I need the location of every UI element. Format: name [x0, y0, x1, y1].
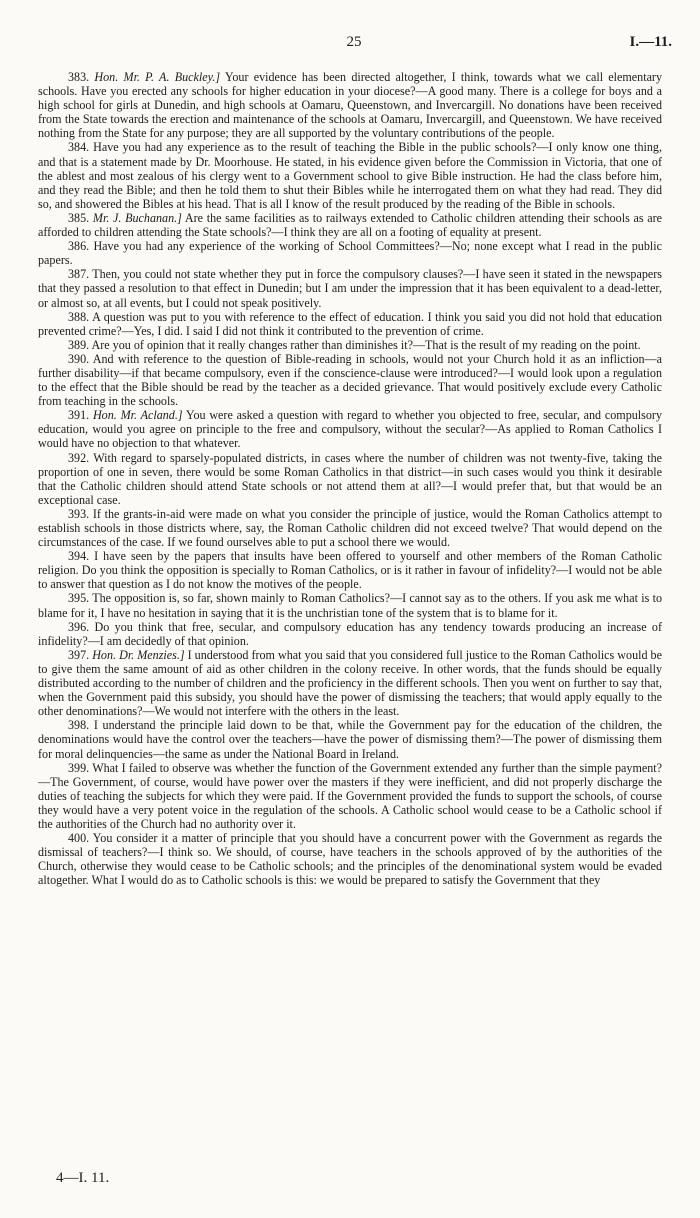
question-text: You consider it a matter of principle that you should have a concurrent power with the Government as regards the dismissal of teachers?—I think so. We should, of course, have teachers in the schools approved of by the authorities of the Church, otherwise they would cease to be Catholic schools; and the principles of the denominational system would be evaded altogether. What I would do as to Catholic schools is this: we would be prepared to satisfy the Government that they [38, 831, 662, 888]
question-number: 383. [68, 70, 90, 84]
question-text: Then, you could not state whether they put in force the compulsory clauses?—I have seen it stated in the newspapers that they passed a resolution to that effect in Dunedin; but I am under the impression that it has been equivalent to a dead-letter, or almost so, at all events, but I could not speak positively. [38, 267, 662, 310]
question-paragraph [38, 140, 662, 210]
question-number: 398. [68, 718, 90, 733]
question-number: 392. [68, 450, 90, 465]
question-number: 394. [68, 549, 90, 564]
document-reference: I.—11. [629, 34, 672, 50]
question-paragraph [38, 507, 662, 549]
question-text: Are the same facilities as to railways extended to Catholic children attending their schools as are afforded to children attending the State schools?—I think they are all on a footing of equality at present. [38, 210, 663, 240]
question-number: 389. [68, 337, 90, 352]
document-body [38, 70, 662, 887]
question-number: 386. [68, 239, 90, 254]
question-number: 396. [68, 619, 90, 634]
page-footer-signature: 4—I. 11. [56, 1170, 110, 1186]
question-text: Are you of opinion that it really changes rather than diminishes it?—That is the result of my reading on the point. [91, 337, 641, 352]
page-number: 25 [346, 34, 362, 50]
question-number: 388. [68, 309, 90, 324]
question-number: 400. [68, 831, 90, 846]
question-text: Have you had any experience as to the result of teaching the Bible in the public schools?—I only know one thing, and that is a statement made by Dr. Moorhouse. He stated, in his evidence given before the Commission in Victoria, that one of the ablest and most zealous of his clergy went to a Government school to give Bible instruction. He had the class before him, and they read the Bible; and then he told them to shut their Bibles while he interrogated them on what they had read. They did so, and showered the Bibles at his head. That is all I know of the result produced by the reading of the Bible in schools. [38, 140, 662, 211]
question-text: I understood from what you said that you considered full justice to the Roman Catholics would be to give them the same amount of aid as other children in the colony receive. In other words, that the funds should be equally distributed according to the number of children and the proficiency in the different schools. Then you went on further to say that, when the Government paid this subsidy, you should have the power of dismissing the teachers; that would apply equally to the other denominations?—We would not interfere with the others in the least. [38, 647, 662, 719]
speaker-name: Hon. Mr. Acland.] [92, 408, 183, 423]
question-text: You were asked a question with regard to whether you objected to free, secular, and compulsory education, would you agree on principle to the free and compulsory, without the secular?—As applied to Roman Catholics I would have no objection to that whatever. [38, 408, 662, 451]
question-paragraph [38, 761, 662, 831]
question-number: 384. [68, 140, 90, 155]
question-paragraph [38, 648, 662, 718]
question-paragraph [38, 549, 662, 591]
question-paragraph [38, 267, 662, 309]
question-paragraph [38, 451, 662, 507]
question-text: With regard to sparsely-populated districts, in cases where the number of children was not twenty-five, taking the proportion of one in seven, there would be some Roman Catholics in that district—in such cases would you think it desirable that the Catholic children should attend State schools or not attend them at all?—I would prefer that, but that would be an exceptional case. [38, 450, 662, 507]
question-paragraph [38, 211, 662, 239]
question-paragraph [38, 620, 662, 648]
question-text: A question was put to you with reference to the effect of education. I think you said you did not hold that education prevented crime?—Yes, I did. I said I did not think it contributed to the prevention of crime. [38, 309, 662, 338]
question-text: If the grants-in-aid were made on what you consider the principle of justice, would the Roman Catholics attempt to establish schools in those districts where, say, the Roman Catholic children did not exceed twelve? That would depend on the circumstances of the case. If we found ourselves able to put a school there we would. [38, 506, 663, 550]
question-paragraph [38, 591, 662, 619]
question-text: I understand the principle laid down to be that, while the Government pay for the education of the children, the denominations would have the control over the teachers—have the power of dismissing them?—The power of dismissing them for moral delinquencies—the same as under the National Board in Ireland. [38, 718, 662, 761]
question-paragraph [38, 310, 662, 338]
question-text: And with reference to the question of Bible-reading in schools, would not your Church hold it as an infliction—a further disability—if that became compulsory, even if the conscience-clause were introduced?—I would look upon a regulation to the effect that the Bible should be read by the teacher as a decided grievance. That would positively exclude every Catholic from teaching in the schools. [38, 351, 663, 409]
question-number: 385. [68, 210, 90, 225]
question-text: I have seen by the papers that insults have been offered to yourself and other members of the Roman Catholic religion. Do you think the opposition is specially to Roman Catholics, or is it rather in favour of infidelity?—I would not be able to answer that question as I do not know the motives of the people. [38, 549, 662, 592]
question-number: 395. [68, 591, 90, 606]
page-header [36, 34, 672, 54]
question-number: 397. [68, 647, 90, 662]
question-paragraph [38, 718, 662, 760]
question-number: 387. [68, 267, 90, 282]
question-paragraph [38, 352, 662, 408]
speaker-name: Mr. J. Buchanan.] [92, 210, 182, 225]
question-text: The opposition is, so far, shown mainly to Roman Catholics?—I cannot say as to the others. If you ask me what is to blame for it, I have no hesitation in saying that it is the unchristian tone of the system that is to blame for it. [38, 591, 662, 620]
question-paragraph [38, 338, 662, 352]
question-paragraph [38, 70, 662, 140]
question-number: 391. [68, 408, 90, 423]
speaker-name: Hon. Dr. Menzies.] [92, 647, 185, 662]
speaker-name: Hon. Mr. P. A. Buckley.] [94, 70, 221, 84]
question-text: What I failed to observe was whether the function of the Government extended any further than the simple payment?—The Government, of course, would have power over the masters if they were inefficient, and did not properly discharge the duties of teaching the subjects for which they were paid. If the Government provided the funds to support the schools, of course they would have a very potent voice in the regulation of the schools. A Catholic school would cease to be a Catholic school if the authorities of the Church had no authority over it. [38, 760, 662, 831]
question-text: Have you had any experience of the working of School Committees?—No; none except what I read in the public papers. [38, 239, 662, 268]
question-number: 393. [68, 506, 90, 521]
question-number: 399. [68, 760, 90, 775]
question-paragraph [38, 831, 662, 887]
question-paragraph [38, 239, 662, 267]
question-paragraph [38, 408, 662, 450]
question-text: Your evidence has been directed altogether, I think, towards what we call elementary schools. Have you erected any schools for higher education in your diocese?—A good many. There is a college for boys and a high school for girls at Dunedin, and high schools at Oamaru, Queenstown, and Invercargill. No donations have been received from the State towards the erection and maintenance of the schools at Oamaru, Invercargill, and Queenstown. We have received nothing from the State for any purpose; they are all supported by the voluntary contributions of the people. [38, 70, 663, 141]
question-number: 390. [68, 351, 90, 366]
question-text: Do you think that free, secular, and compulsory education has any tendency towards producing an increase of infidelity?—I am decidedly of that opinion. [38, 619, 662, 648]
